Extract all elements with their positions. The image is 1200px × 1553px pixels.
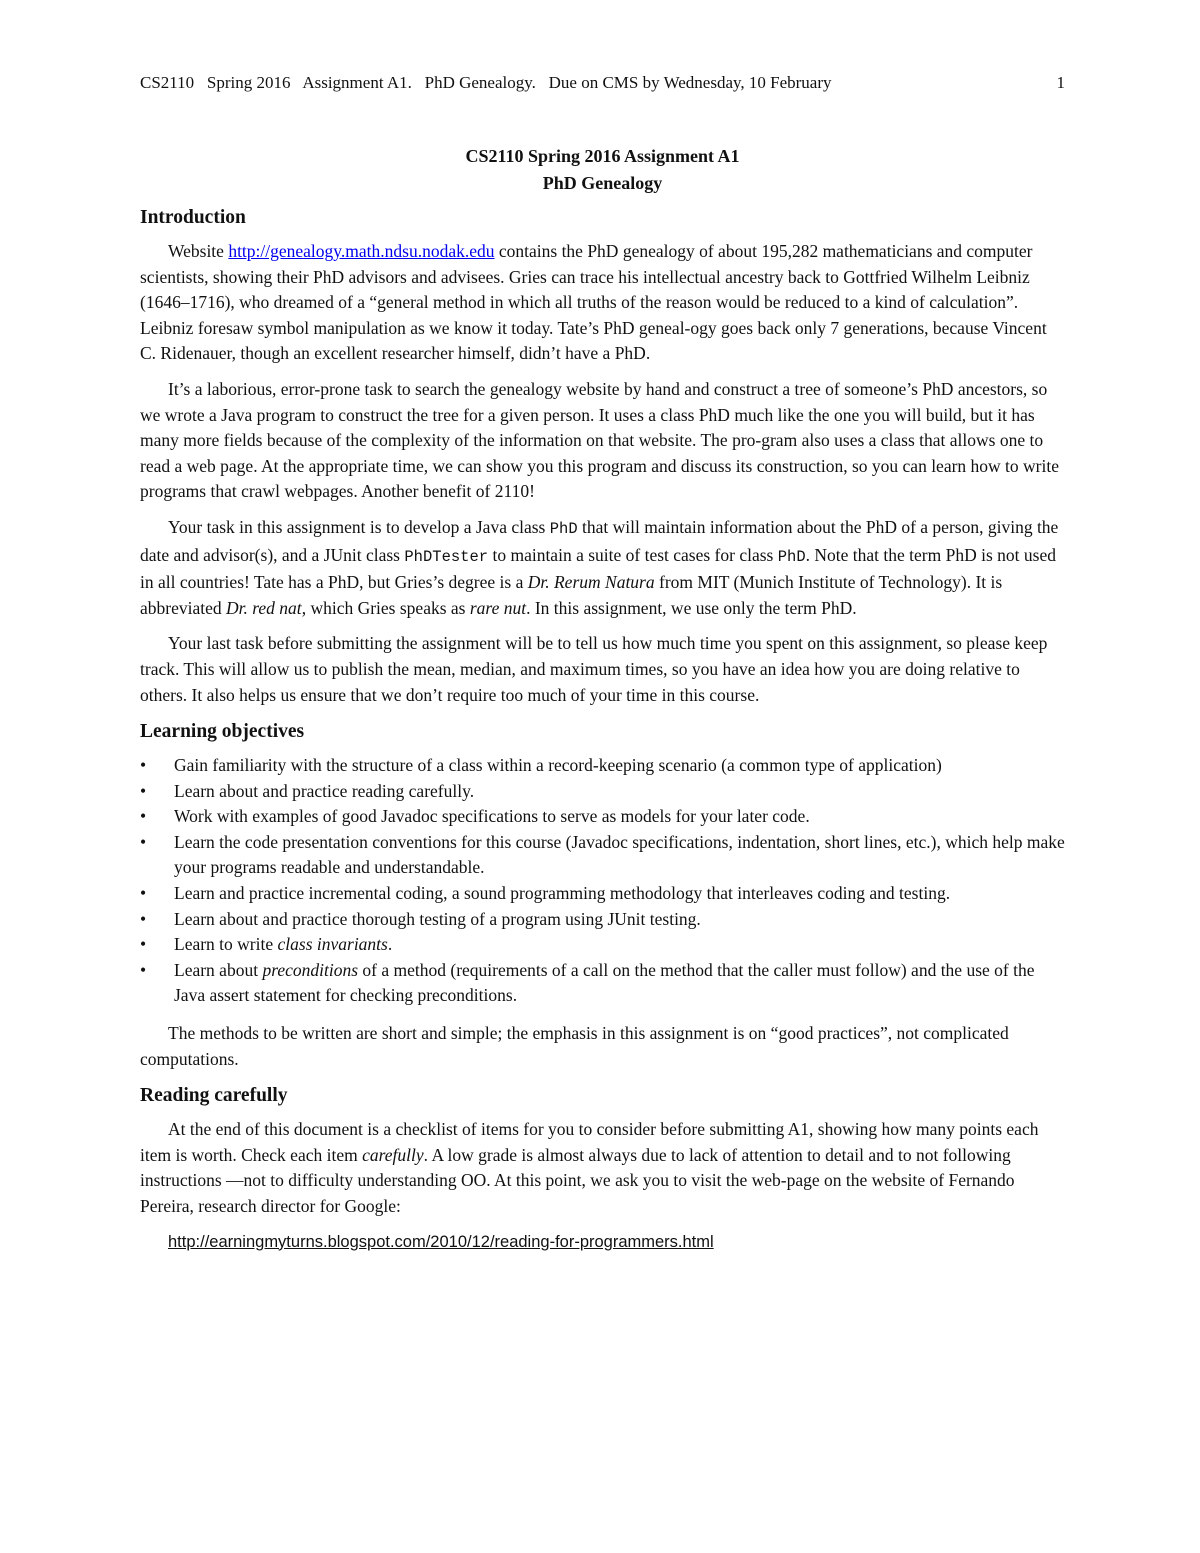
emphasis-carefully: carefully bbox=[362, 1144, 424, 1165]
intro-p1-post: contains the PhD genealogy of about 195,282 mathematicians and computer scientists, showing their PhD advisors and advisees. Gries can trace his intellectual ancestry back to Gottfried Wilhelm Leibniz (1646–1716), who dreamed of a “general method in which all truths of the reason would be reduced to a kind of calculation”. Leibniz foresaw symbol manipulation as we know it today. Tate’s PhD geneal-ogy goes back only 7 generations, because Vincent C. Ridenauer, though an excellent researcher himself, didn’t have a PhD. bbox=[140, 241, 1047, 364]
objective-text: Learn and practice incremental coding, a sound programming methodology that interleaves coding and testing. bbox=[174, 883, 951, 904]
p3-text-b: that will maintain information about the PhD of a person, giving the date and advisor(s), and a JUnit class bbox=[140, 516, 1059, 565]
emphasis-rerum-natura: Dr. Rerum Natura bbox=[527, 572, 655, 593]
list-item bbox=[140, 779, 1065, 805]
code-phd: PhD bbox=[549, 519, 578, 538]
reading-text-b: . A low grade is almost always due to lack of attention to detail and to not following instructions —not to difficulty understanding OO. At this point, we ask you to visit the web-page on the website of Fernando Pereira, research director for Google: bbox=[140, 1144, 1015, 1216]
objective-text: Learn about and practice thorough testing of a program using JUnit testing. bbox=[174, 908, 701, 929]
p3-text-c: to maintain a suite of test cases for class bbox=[488, 544, 778, 565]
bullet-icon: • bbox=[140, 806, 147, 827]
code-phdtester: PhDTester bbox=[404, 547, 489, 566]
genealogy-website-link[interactable]: http://genealogy.math.ndsu.nodak.edu bbox=[228, 241, 495, 261]
intro-paragraph-1 bbox=[140, 239, 1065, 367]
emphasis-red-nat: Dr. red nat bbox=[226, 597, 302, 618]
p3-text-f: , which Gries speaks as bbox=[301, 597, 470, 618]
title-line-2: PhD Genealogy bbox=[542, 173, 663, 193]
document-body bbox=[140, 204, 1065, 1255]
document-title bbox=[140, 143, 1065, 197]
running-head-text: CS2110 Spring 2016 Assignment A1. PhD Genealogy. Due on CMS by Wednesday, 10 February bbox=[140, 73, 832, 92]
p3-text-a: Your task in this assignment is to develop a Java class bbox=[168, 516, 550, 537]
emphasis-class-invariants: class invariants bbox=[277, 934, 388, 955]
section-heading-introduction: Introduction bbox=[140, 207, 246, 228]
bullet-icon: • bbox=[140, 883, 147, 904]
reading-text-a: At the end of this document is a checklist of items for you to consider before submitting A1, showing how many points each item is worth. Check each item bbox=[140, 1119, 1039, 1165]
intro-p1-pre: Website bbox=[168, 241, 229, 261]
list-item bbox=[140, 958, 1065, 1009]
reading-paragraph bbox=[140, 1117, 1065, 1219]
bullet-icon: • bbox=[140, 780, 147, 801]
bullet-icon: • bbox=[140, 831, 147, 852]
objective-text: Gain familiarity with the structure of a class within a record-keeping scenario (a common type of application) bbox=[174, 755, 942, 776]
objective-text: Work with examples of good Javadoc specifications to serve as models for your later code. bbox=[174, 806, 810, 827]
list-item bbox=[140, 804, 1065, 830]
list-item bbox=[140, 753, 1065, 779]
intro-paragraph-4: Your last task before submitting the assignment will be to tell us how much time you spent on this assignment, so please keep track. This will allow us to publish the mean, median, and maximum times, so you have an idea how you are doing relative to others. It also helps us ensure that we don’t require too much of your time in this course. bbox=[140, 633, 1048, 705]
code-phd-2: PhD bbox=[777, 547, 806, 566]
list-item bbox=[140, 907, 1065, 933]
objectives-closing-paragraph: The methods to be written are short and simple; the emphasis in this assignment is on “good practices”, not complicated computations. bbox=[140, 1023, 1009, 1069]
objective-text-end: . bbox=[387, 934, 393, 955]
intro-paragraph-3 bbox=[140, 515, 1065, 621]
objective-text: Learn about and practice reading carefully. bbox=[174, 780, 475, 801]
reading-url-line bbox=[168, 1230, 1065, 1256]
p3-text-e: from MIT (Munich Institute of Technology). It is abbreviated bbox=[140, 572, 1003, 618]
emphasis-rare-nut: rare nut bbox=[469, 597, 527, 618]
bullet-icon: • bbox=[140, 959, 147, 980]
objective-text: Learn the code presentation conventions for this course (Javadoc specifications, indentation, short lines, etc.), which help make your programs readable and understandable. bbox=[174, 831, 1065, 878]
section-heading-learning-objectives: Learning objectives bbox=[140, 721, 305, 743]
list-item bbox=[140, 830, 1065, 881]
p3-text-g: . In this assignment, we use only the term PhD. bbox=[526, 597, 857, 618]
objectives-list bbox=[140, 753, 1065, 1009]
intro-paragraph-2: It’s a laborious, error-prone task to search the genealogy website by hand and construct a tree of someone’s PhD ancestors, so we wrote a Java program to construct the tree for a given person. It uses a class PhD much like the one you will build, but it has many more fields because of the complexity of the information on that website. The pro-gram also uses a class that allows one to read a web page. At the appropriate time, we can show you this program and discuss its construction, so you can learn how to write programs that crawl webpages. Another benefit of 2110! bbox=[140, 378, 1059, 502]
page-number: 1 bbox=[1056, 73, 1065, 92]
running-header bbox=[140, 72, 1065, 94]
list-item bbox=[140, 881, 1065, 907]
p3-text-d: . Note that the term PhD is not used in all countries! Tate has a PhD, but Gries’s degree is a bbox=[140, 544, 1056, 593]
bullet-icon: • bbox=[140, 908, 147, 929]
objective-text-end: of a method (requirements of a call on the method that the caller must follow) and the use of the Java assert statement for checking preconditions. bbox=[174, 959, 1035, 1006]
bullet-icon: • bbox=[140, 755, 147, 776]
objective-text: Learn to write bbox=[174, 934, 278, 955]
title-line-1: CS2110 Spring 2016 Assignment A1 bbox=[465, 146, 740, 166]
list-item bbox=[140, 932, 1065, 958]
section-heading-reading-carefully: Reading carefully bbox=[140, 1085, 288, 1107]
emphasis-preconditions: preconditions bbox=[262, 959, 359, 980]
bullet-icon: • bbox=[140, 934, 147, 955]
objective-text: Learn about bbox=[174, 959, 263, 980]
reading-for-programmers-link[interactable]: http://earningmyturns.blogspot.com/2010/12/reading-for-programmers.html bbox=[168, 1232, 714, 1251]
